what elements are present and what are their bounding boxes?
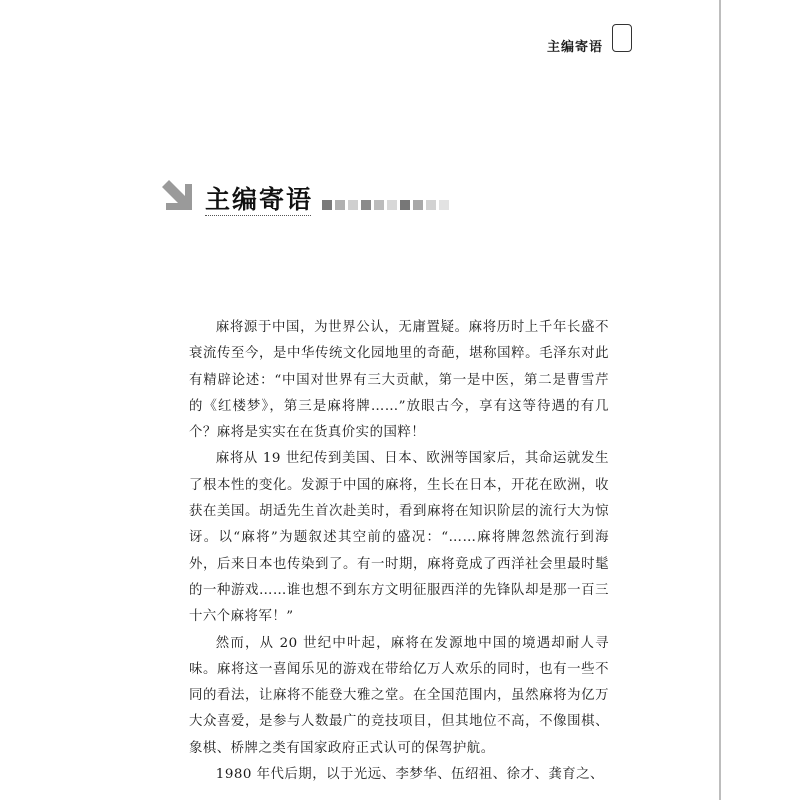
page-tab-marker bbox=[612, 24, 632, 52]
decor-square bbox=[348, 200, 358, 210]
paragraph: 麻将从 19 世纪传到美国、日本、欧洲等国家后，其命运就发生了根本性的变化。发源于中国的麻将，生长在日本，开花在欧洲，收获在美国。胡适先生首次赴美时，看到麻将在知识阶层的流行大为惊讶。以“麻将”为题叙述其空前的盛况：“……麻将牌忽然流行到海外，后来日本也传染到了。有一时期，麻将竟成了西洋社会里最时髦的一种游戏……谁也想不到东方文明征服西洋的先锋队却是那一百三十六个麻将军！” bbox=[189, 451, 609, 625]
title-dotted-underline bbox=[205, 215, 311, 216]
decor-square bbox=[439, 200, 449, 210]
paragraph: 1980 年代后期，以于光远、李梦华、伍绍祖、徐才、龚育之、 bbox=[215, 767, 604, 783]
decor-square bbox=[387, 200, 397, 210]
decor-square bbox=[322, 200, 332, 210]
body-text bbox=[189, 315, 609, 788]
decor-square bbox=[426, 200, 436, 210]
arrow-down-right-icon bbox=[160, 178, 194, 212]
chapter-title: 主编寄语 bbox=[205, 185, 314, 214]
decor-square bbox=[374, 200, 384, 210]
paragraph: 然而，从 20 世纪中叶起，麻将在发源地中国的境遇却耐人寻味。麻将这一喜闻乐见的游戏在带给亿万人欢乐的同时，也有一些不同的看法，让麻将不能登大雅之堂。在全国范围内，虽然麻将为亿万大众喜爱，是参与人数最广的竞技项目，但其地位不高，不像围棋、象棋、桥牌之类有国家政府正式认可的保驾护航。 bbox=[189, 635, 609, 756]
running-head: 主编寄语 bbox=[546, 40, 603, 55]
decor-square bbox=[335, 200, 345, 210]
paragraph: 麻将源于中国，为世界公认，无庸置疑。麻将历时上千年长盛不衰流传至今，是中华传统文化园地里的奇葩，堪称国粹。毛泽东对此有精辟论述：“中国对世界有三大贡献，第一是中医，第二是曹雪芹的《红楼梦》，第三是麻将牌……”放眼古今，享有这等待遇的有几个？麻将是实实在在货真价实的国粹！ bbox=[189, 320, 609, 441]
decor-square bbox=[361, 200, 371, 210]
decor-square bbox=[413, 200, 423, 210]
decorative-square-row bbox=[322, 200, 449, 210]
page-edge bbox=[719, 0, 721, 800]
decor-square bbox=[400, 200, 410, 210]
